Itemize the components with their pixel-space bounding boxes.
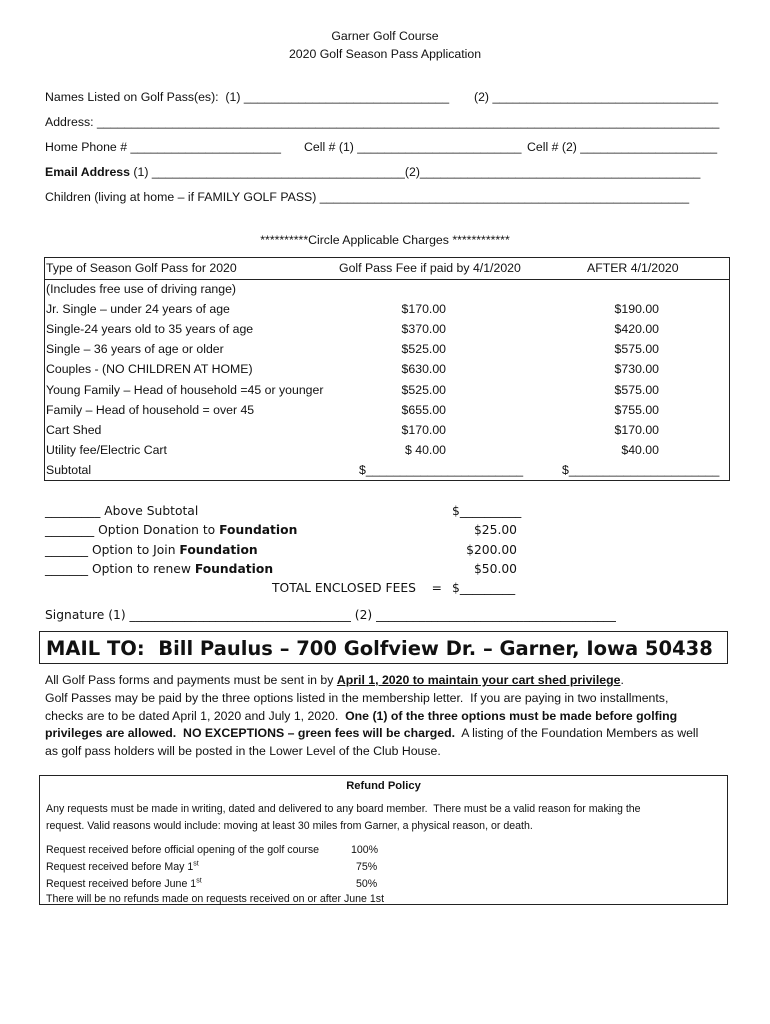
cell-2-field[interactable]: Cell # (2) ____________________: [527, 140, 718, 154]
refund-policy-title: Refund Policy: [346, 780, 421, 792]
table-row-fee[interactable]: $ 40.00: [404, 443, 446, 457]
instr-text: checks are to be dated April 1, 2020 and July 1, 2020.: [45, 709, 346, 723]
email-label: Email Address: [45, 165, 130, 179]
table-row-fee[interactable]: $525.00: [401, 342, 446, 356]
total-fees-label: TOTAL ENCLOSED FEES =: [272, 581, 442, 595]
instr-text: A listing of the Foundation Members as well: [455, 726, 699, 740]
children-field[interactable]: Children (living at home – if FAMILY GOLF PASS) ______________________________________________________: [45, 190, 690, 204]
refund-row-label: Request received before official opening of the golf course: [46, 844, 320, 856]
table-row-type[interactable]: Utility fee/Electric Cart: [46, 443, 167, 457]
email-field[interactable]: [45, 165, 700, 179]
instructions-line-5: as golf pass holders will be posted in the Lower Level of the Club House.: [45, 744, 441, 758]
instructions-line-4: [45, 724, 698, 742]
renew-label: _______ Option to renew: [45, 562, 195, 576]
renew-amount: $50.00: [473, 562, 517, 576]
signature-field[interactable]: Signature (1) ____________________________________ (2) _______________________________________: [45, 608, 616, 622]
table-row-after[interactable]: $730.00: [614, 362, 659, 376]
mail-to-box: [39, 631, 728, 664]
renew-foundation: Foundation: [194, 562, 274, 576]
refund-policy-box: [39, 775, 728, 905]
instructions-line-1: [45, 671, 624, 689]
table-row-after[interactable]: $190.00: [614, 302, 659, 316]
refund-paragraph-1: Any requests must be made in writing, dated and delivered to any board member. There must be a valid reason for making the: [46, 803, 641, 815]
table-row-fee[interactable]: $170.00: [401, 302, 446, 316]
table-row-fee[interactable]: $655.00: [401, 403, 446, 417]
table-row-after[interactable]: $575.00: [614, 342, 659, 356]
course-name: Garner Golf Course: [331, 29, 439, 43]
refund-row-sup: st: [196, 877, 202, 885]
header-fee-after: AFTER 4/1/2020: [587, 261, 679, 275]
refund-row-label: [46, 878, 202, 890]
join-foundation: Foundation: [179, 543, 258, 557]
instr-text: All Golf Pass forms and payments must be sent in by: [45, 673, 337, 687]
above-subtotal-field[interactable]: _________ Above Subtotal: [45, 504, 199, 518]
above-subtotal-amount[interactable]: $__________: [452, 504, 522, 518]
donation-option-field[interactable]: [45, 523, 297, 537]
table-row-fee[interactable]: $370.00: [401, 322, 446, 336]
names-field-2[interactable]: (2) _________________________________: [474, 90, 719, 104]
form-title: 2020 Golf Season Pass Application: [288, 47, 482, 61]
table-row-after[interactable]: $420.00: [614, 322, 659, 336]
mail-to-address: MAIL TO: Bill Paulus – 700 Golfview Dr. – Garner, Iowa 50438: [46, 637, 713, 660]
refund-row-text: Request received before May 1: [46, 861, 194, 873]
table-subheader: (Includes free use of driving range): [46, 282, 237, 296]
table-row-fee[interactable]: $630.00: [401, 362, 446, 376]
table-row-type[interactable]: Family – Head of household = over 45: [46, 403, 255, 417]
join-label: _______ Option to Join: [45, 543, 180, 557]
table-row-fee[interactable]: $170.00: [401, 423, 446, 437]
refund-row-pct: 75%: [356, 861, 378, 873]
header-pass-type: Type of Season Golf Pass for 2020: [46, 261, 237, 275]
refund-final-note: There will be no refunds made on requests received on or after June 1st: [46, 893, 385, 905]
subtotal-fee-field[interactable]: $_______________________: [359, 463, 524, 477]
table-row-after[interactable]: $170.00: [614, 423, 659, 437]
table-row-after[interactable]: $575.00: [614, 383, 659, 397]
deadline-text: April 1, 2020 to maintain your cart shed privilege: [336, 673, 621, 687]
refund-paragraph-2: request. Valid reasons would include: moving at least 30 miles from Garner, a physical reason, or death.: [46, 820, 533, 832]
table-row-type[interactable]: Young Family – Head of household =45 or younger: [46, 383, 324, 397]
join-amount: $200.00: [466, 543, 517, 557]
names-field-1[interactable]: Names Listed on Golf Pass(es): (1) ______________________________: [45, 90, 450, 104]
home-phone-field[interactable]: Home Phone # ______________________: [45, 140, 281, 154]
table-row-type[interactable]: Single – 36 years of age or older: [46, 342, 224, 356]
donation-foundation: Foundation: [219, 523, 298, 537]
join-option-field[interactable]: [45, 543, 258, 557]
table-row-after[interactable]: $40.00: [621, 443, 659, 457]
instructions-line-3: [45, 707, 677, 725]
cell-1-field[interactable]: Cell # (1) ________________________: [304, 140, 522, 154]
refund-row-pct: 100%: [351, 844, 379, 856]
table-row-type[interactable]: Jr. Single – under 24 years of age: [46, 302, 230, 316]
instr-bold: One (1) of the three options must be made before golfing: [345, 709, 678, 723]
circle-charges-note: **********Circle Applicable Charges ************: [260, 233, 510, 247]
header-fee-before: Golf Pass Fee if paid by 4/1/2020: [339, 261, 521, 275]
renew-option-field[interactable]: [45, 562, 273, 576]
subtotal-label: Subtotal: [46, 463, 92, 477]
table-row-type[interactable]: Single-24 years old to 35 years of age: [46, 322, 254, 336]
refund-row-text: Request received before June 1: [46, 878, 197, 890]
refund-row-label: [46, 861, 199, 873]
subtotal-after-field[interactable]: $______________________: [562, 463, 720, 477]
instructions-line-2: Golf Passes may be paid by the three options listed in the membership letter. If you are paying in two installments,: [45, 691, 669, 705]
total-fees-field[interactable]: $_________: [452, 581, 516, 595]
table-row-fee[interactable]: $525.00: [401, 383, 446, 397]
table-header-divider: [45, 279, 729, 280]
fees-table: [44, 257, 730, 481]
table-row-type[interactable]: Cart Shed: [46, 423, 102, 437]
refund-row-sup: st: [193, 860, 199, 868]
instr-text: .: [620, 673, 624, 687]
address-field[interactable]: Address: ___________________________________________________________________________________________: [45, 115, 720, 129]
table-row-type[interactable]: Couples - (NO CHILDREN AT HOME): [46, 362, 253, 376]
donation-label: ________ Option Donation to: [45, 523, 220, 537]
email-blanks[interactable]: (1) _____________________________________(2)_________________________________________: [129, 165, 701, 179]
donation-amount: $25.00: [473, 523, 517, 537]
refund-row-pct: 50%: [356, 878, 378, 890]
instr-bold: privileges are allowed. NO EXCEPTIONS – green fees will be charged.: [45, 726, 456, 740]
table-row-after[interactable]: $755.00: [614, 403, 659, 417]
